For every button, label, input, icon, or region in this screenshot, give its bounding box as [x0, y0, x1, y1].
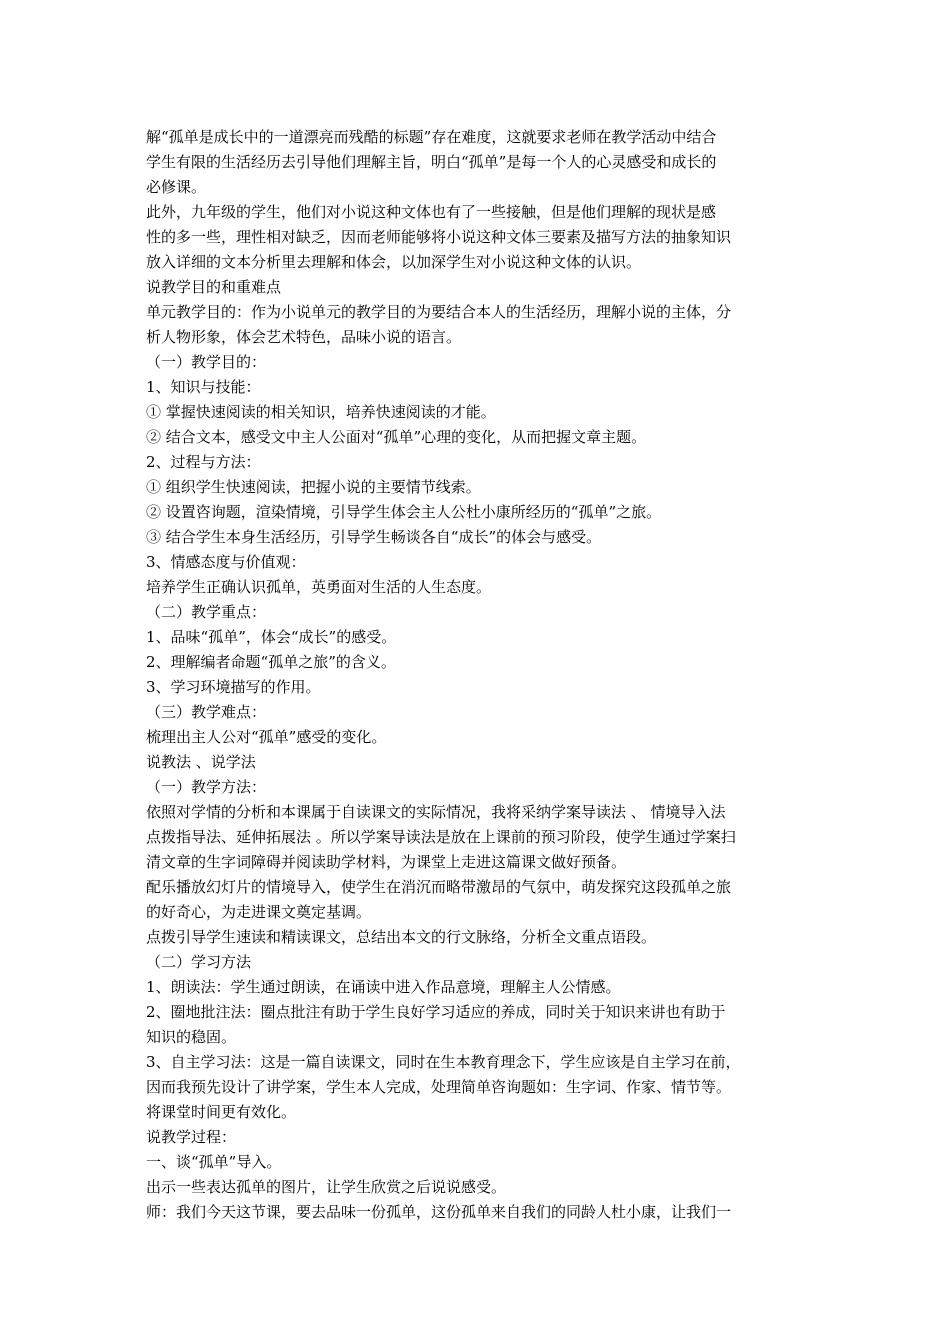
text-line: ① 掌握快速阅读的相关知识，培养快速阅读的才能。 — [146, 403, 496, 421]
text-line: 师：我们今天这节课，要去品味一份孤单，这份孤单来自我们的同龄人杜小康，让我们一 — [146, 1203, 732, 1221]
text-line: 3、情感态度与价值观： — [146, 553, 306, 571]
text-line: 的好奇心，为走进课文奠定基调。 — [146, 903, 372, 921]
text-line: 说教学过程： — [146, 1128, 237, 1146]
text-line: 说教法 、说学法 — [146, 753, 256, 771]
text-line: （一）教学目的： — [146, 353, 267, 371]
text-line: 梳理出主人公对“孤单”感受的变化。 — [146, 728, 387, 746]
text-line: 清文章的生字词障碍并阅读助学材料，为课堂上走进这篇课文做好预备。 — [146, 853, 627, 871]
text-line: 一、谈“孤单”导入。 — [146, 1153, 282, 1171]
text-line: ③ 结合学生本身生活经历，引导学生畅谈各自“成长”的体会与感受。 — [146, 528, 602, 546]
text-line: 必修课。 — [146, 178, 207, 196]
text-line: 点拨引导学生速读和精读课文，总结出本文的行文脉络，分析全文重点语段。 — [146, 928, 657, 946]
text-line: 性的多一些，理性相对缺乏，因而老师能够将小说这种文体三要素及描写方法的抽象知识 — [146, 228, 732, 246]
text-line: 1、品味“孤单”，体会“成长”的感受。 — [146, 628, 397, 646]
text-line: 析人物形象，体会艺术特色，品味小说的语言。 — [146, 328, 462, 346]
text-line: 2、圈地批注法：圈点批注有助于学生良好学习适应的养成，同时关于知识来讲也有助于 — [146, 1003, 726, 1021]
text-line: 单元教学目的：作为小说单元的教学目的为要结合本人的生活经历，理解小说的主体，分 — [146, 303, 732, 321]
text-line: ② 设置咨询题，渲染情境，引导学生体会主人公杜小康所经历的“孤单”之旅。 — [146, 503, 662, 521]
text-line: 1、知识与技能： — [146, 378, 261, 396]
text-line: 2、理解编者命题“孤单之旅”的含义。 — [146, 653, 396, 671]
text-line: 解“孤单是成长中的一道漂亮而残酷的标题”存在难度，这就要求老师在教学活动中结合 — [146, 128, 717, 146]
text-line: 培养学生正确认识孤单，英勇面对生活的人生态度。 — [146, 578, 492, 596]
text-line: ② 结合文本，感受文中主人公面对“孤单”心理的变化，从而把握文章主题。 — [146, 428, 647, 446]
text-line: 2、过程与方法： — [146, 453, 261, 471]
text-line: （二）教学重点： — [146, 603, 267, 621]
text-line: 点拨指导法、延伸拓展法 。所以学案导读法是放在上课前的预习阶段，使学生通过学案扫 — [146, 828, 736, 846]
text-line: 将课堂时间更有效化。 — [146, 1103, 297, 1121]
text-line: 因而我预先设计了讲学案，学生本人完成，处理简单咨询题如：生字词、作家、情节等。 — [146, 1078, 732, 1096]
text-line: 知识的稳固。 — [146, 1028, 237, 1046]
text-line: 学生有限的生活经历去引导他们理解主旨，明白“孤单”是每一个人的心灵感受和成长的 — [146, 153, 717, 171]
text-line: （三）教学难点： — [146, 703, 267, 721]
text-line: 此外，九年级的学生，他们对小说这种文体也有了一些接触，但是他们理解的现状是感 — [146, 203, 717, 221]
text-line: ① 组织学生快速阅读，把握小说的主要情节线索。 — [146, 478, 481, 496]
text-line: 依照对学情的分析和本课属于自读课文的实际情况，我将采纳学案导读法 、 情境导入法 — [146, 803, 726, 821]
text-line: 3、学习环境描写的作用。 — [146, 678, 321, 696]
text-line: 放入详细的文本分析里去理解和体会，以加深学生对小说这种文体的认识。 — [146, 253, 642, 271]
text-line: 说教学目的和重难点 — [146, 278, 282, 296]
text-line: （一）教学方法： — [146, 778, 267, 796]
text-line: 配乐播放幻灯片的情境导入，使学生在消沉而略带激昂的气氛中，萌发探究这段孤单之旅 — [146, 878, 732, 896]
text-line: （二）学习方法 — [146, 953, 252, 971]
text-line: 3、自主学习法：这是一篇自读课文，同时在生本教育理念下，学生应该是自主学习在前， — [146, 1053, 741, 1071]
text-line: 出示一些表达孤单的图片，让学生欣赏之后说说感受。 — [146, 1178, 507, 1196]
text-line: 1、朗读法：学生通过朗读，在诵读中进入作品意境，理解主人公情感。 — [146, 978, 621, 996]
